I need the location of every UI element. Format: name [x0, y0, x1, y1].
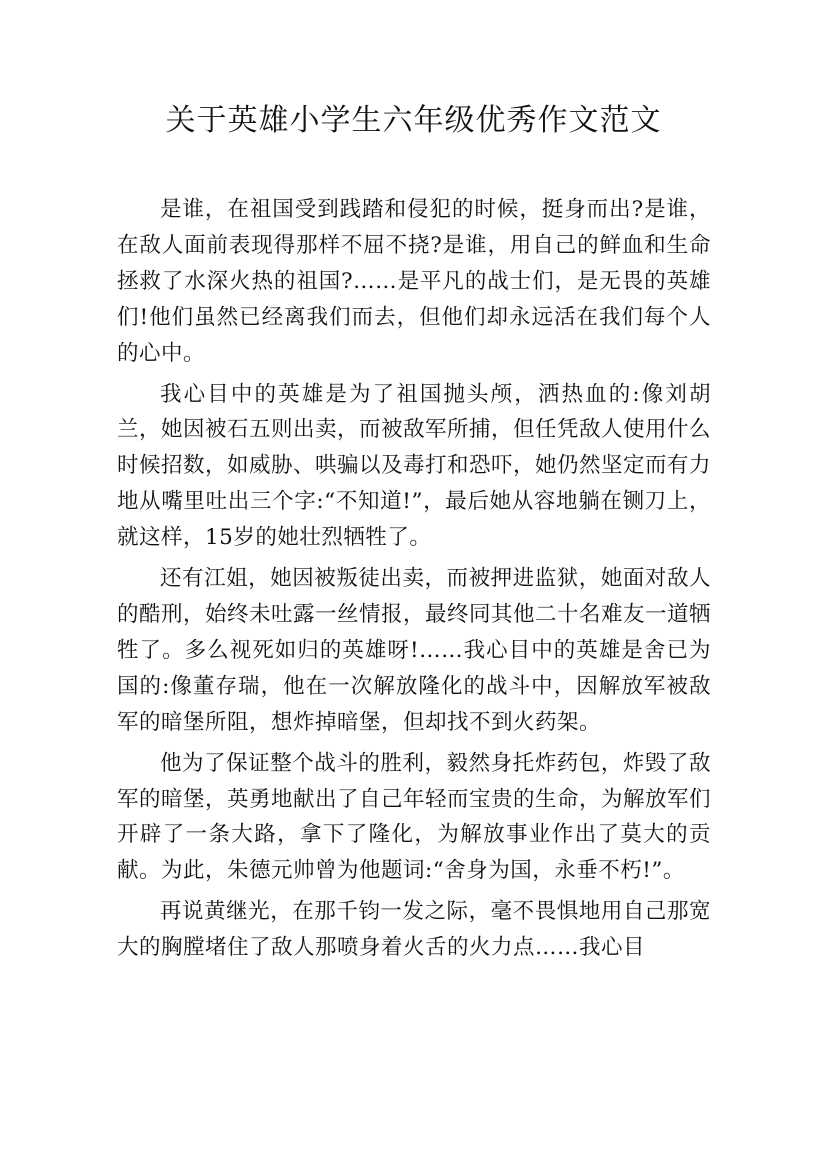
- paragraph-5: 再说黄继光，在那千钧一发之际，毫不畏惧地用自己那宽大的胸膛堵住了敌人那喷身着火舌的火力点……我心目: [117, 899, 711, 961]
- paragraph-1: 是谁，在祖国受到践踏和侵犯的时候，挺身而出?是谁，在敌人面前表现得那样不屈不挠?是谁，用自己的鲜血和生命拯救了水深火热的祖国?……是平凡的战士们，是无畏的英雄们!他们虽然已经离我们而去，但他们却永远活在我们每个人的心中。: [117, 197, 711, 366]
- document-body: [117, 192, 711, 971]
- paragraph-3: 还有江姐，她因被叛徒出卖，而被押进监狱，她面对敌人的酷刑，始终未吐露一丝情报，最终同其他二十名难友一道牺牲了。多么视死如归的英雄呀!……我心目中的英雄是舍已为国的:像董存瑞，他在一次解放隆化的战斗中，因解放军被敌军的暗堡所阻，想炸掉暗堡，但却找不到火药架。: [117, 566, 712, 735]
- document-title: 关于英雄小学生六年级优秀作文范文: [165, 103, 662, 138]
- paragraph-2: 我心目中的英雄是为了祖国抛头颅，洒热血的:像刘胡兰，她因被石五则出卖，而被敌军所捕，但任凭敌人使用什么时候招数，如威胁、哄骗以及毒打和恐吓，她仍然坚定而有力地从嘴里吐出三个字:“不知道!”，最后她从容地躺在铡刀上，就这样，15岁的她壮烈牺牲了。: [117, 381, 712, 551]
- paragraph-4: 他为了保证整个战斗的胜利，毅然身托炸药包，炸毁了敌军的暗堡，英勇地献出了自己年轻而宝贵的生命，为解放军们开辟了一条大路，拿下了隆化，为解放事业作出了莫大的贡献。为此，朱德元帅曾为他题词:“舍身为国，永垂不朽!”。: [117, 750, 712, 884]
